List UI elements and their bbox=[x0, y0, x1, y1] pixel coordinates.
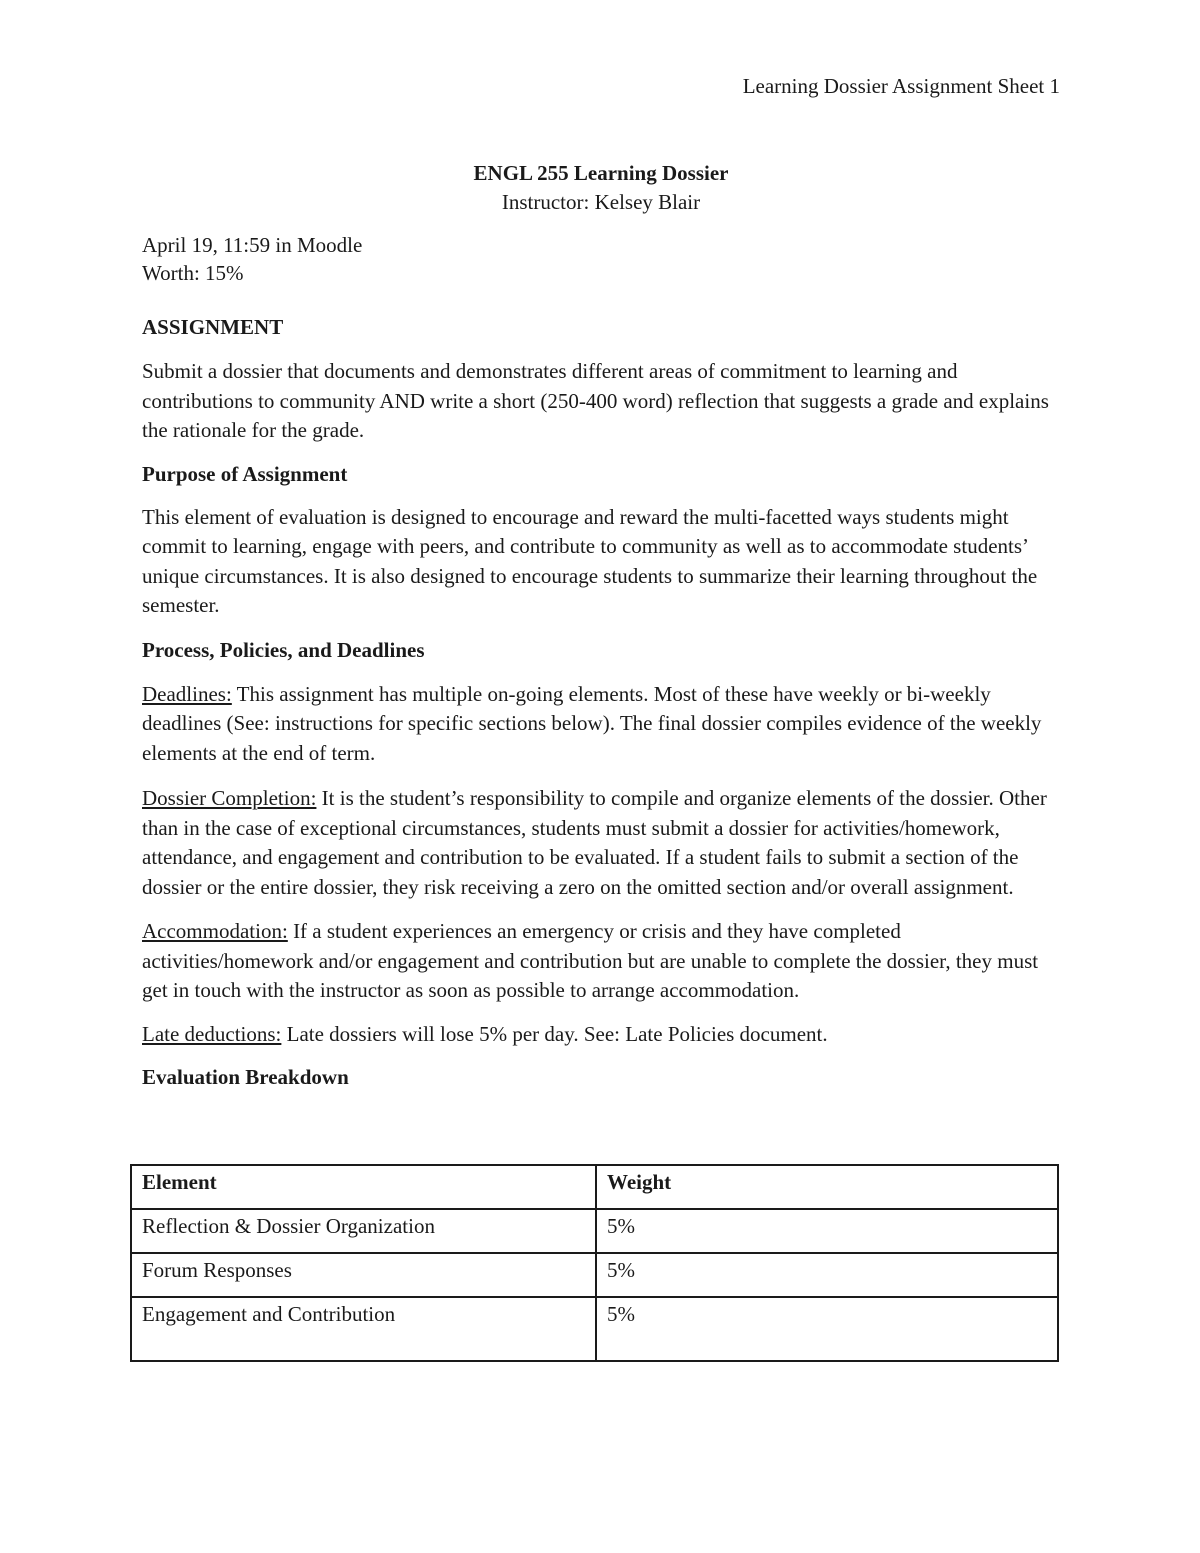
weight-cell: 5% bbox=[596, 1297, 1058, 1361]
assignment-heading: ASSIGNMENT bbox=[142, 315, 284, 339]
late-text: Late dossiers will lose 5% per day. See: Late Policies document. bbox=[281, 1021, 828, 1046]
running-header: Learning Dossier Assignment Sheet 1 bbox=[742, 74, 1060, 98]
document-title: ENGL 255 Learning Dossier bbox=[473, 161, 729, 185]
deadlines-paragraph bbox=[142, 680, 1060, 769]
accommodation-paragraph bbox=[142, 917, 1060, 1006]
document-body bbox=[142, 158, 1060, 1092]
assignment-paragraph: Submit a dossier that documents and demonstrates different areas of commitment to learning and contributions to community AND write a short (250-400 word) reflection that suggests a grade and explains the rationale for the grade. bbox=[142, 359, 1049, 442]
late-paragraph bbox=[142, 1020, 1060, 1050]
element-cell: Engagement and Contribution bbox=[131, 1297, 596, 1361]
evaluation-heading: Evaluation Breakdown bbox=[142, 1065, 349, 1089]
late-label: Late deductions: bbox=[142, 1021, 282, 1046]
deadlines-text: This assignment has multiple on-going elements. Most of these have weekly or bi-weekly deadlines (See: instructions for specific sections below). The final dossier compiles evidence of the weekly elements at the end of term. bbox=[142, 681, 1042, 765]
purpose-paragraph: This element of evaluation is designed to encourage and reward the multi-facetted ways students might commit to learning, engage with peers, and contribute to community as well as to accommodate students’ unique circumstances. It is also designed to encourage students to summarize their learning throughout the semester. bbox=[142, 504, 1038, 617]
element-cell: Forum Responses bbox=[131, 1253, 596, 1297]
weight-cell: 5% bbox=[596, 1253, 1058, 1297]
assignment-meta bbox=[142, 231, 1060, 287]
table-row bbox=[131, 1209, 1058, 1253]
purpose-heading: Purpose of Assignment bbox=[142, 461, 348, 486]
element-cell: Reflection & Dossier Organization bbox=[131, 1209, 596, 1253]
evaluation-table bbox=[130, 1164, 1059, 1362]
table-row bbox=[131, 1253, 1058, 1297]
column-header-element: Element bbox=[131, 1165, 596, 1209]
due-date: April 19, 11:59 in Moodle bbox=[142, 233, 363, 257]
table-row bbox=[131, 1297, 1058, 1361]
completion-text: It is the student’s responsibility to compile and organize elements of the dossier. Other than in the case of exceptional circumstances, students must submit a dossier for activities/homework, attendance, and engagement and contribution to be evaluated. If a student fails to submit a section of the dossier or the entire dossier, they risk receiving a zero on the omitted section and/or overall assignment. bbox=[142, 786, 1047, 899]
completion-paragraph bbox=[142, 784, 1060, 902]
instructor-line: Instructor: Kelsey Blair bbox=[501, 190, 701, 214]
completion-label: Dossier Completion: bbox=[142, 786, 317, 810]
accommodation-label: Accommodation: bbox=[142, 919, 288, 943]
weight-cell: 5% bbox=[596, 1209, 1058, 1253]
column-header-weight: Weight bbox=[596, 1165, 1058, 1209]
deadlines-label: Deadlines: bbox=[142, 681, 232, 706]
table-header-row bbox=[131, 1165, 1058, 1209]
accommodation-text: If a student experiences an emergency or crisis and they have completed activities/homework and/or engagement and contribution but are unable to complete the dossier, they must get in touch with the instructor as soon as possible to arrange accommodation. bbox=[142, 919, 1039, 1002]
process-heading: Process, Policies, and Deadlines bbox=[142, 637, 425, 662]
title-block bbox=[142, 158, 1060, 216]
worth: Worth: 15% bbox=[142, 261, 244, 285]
